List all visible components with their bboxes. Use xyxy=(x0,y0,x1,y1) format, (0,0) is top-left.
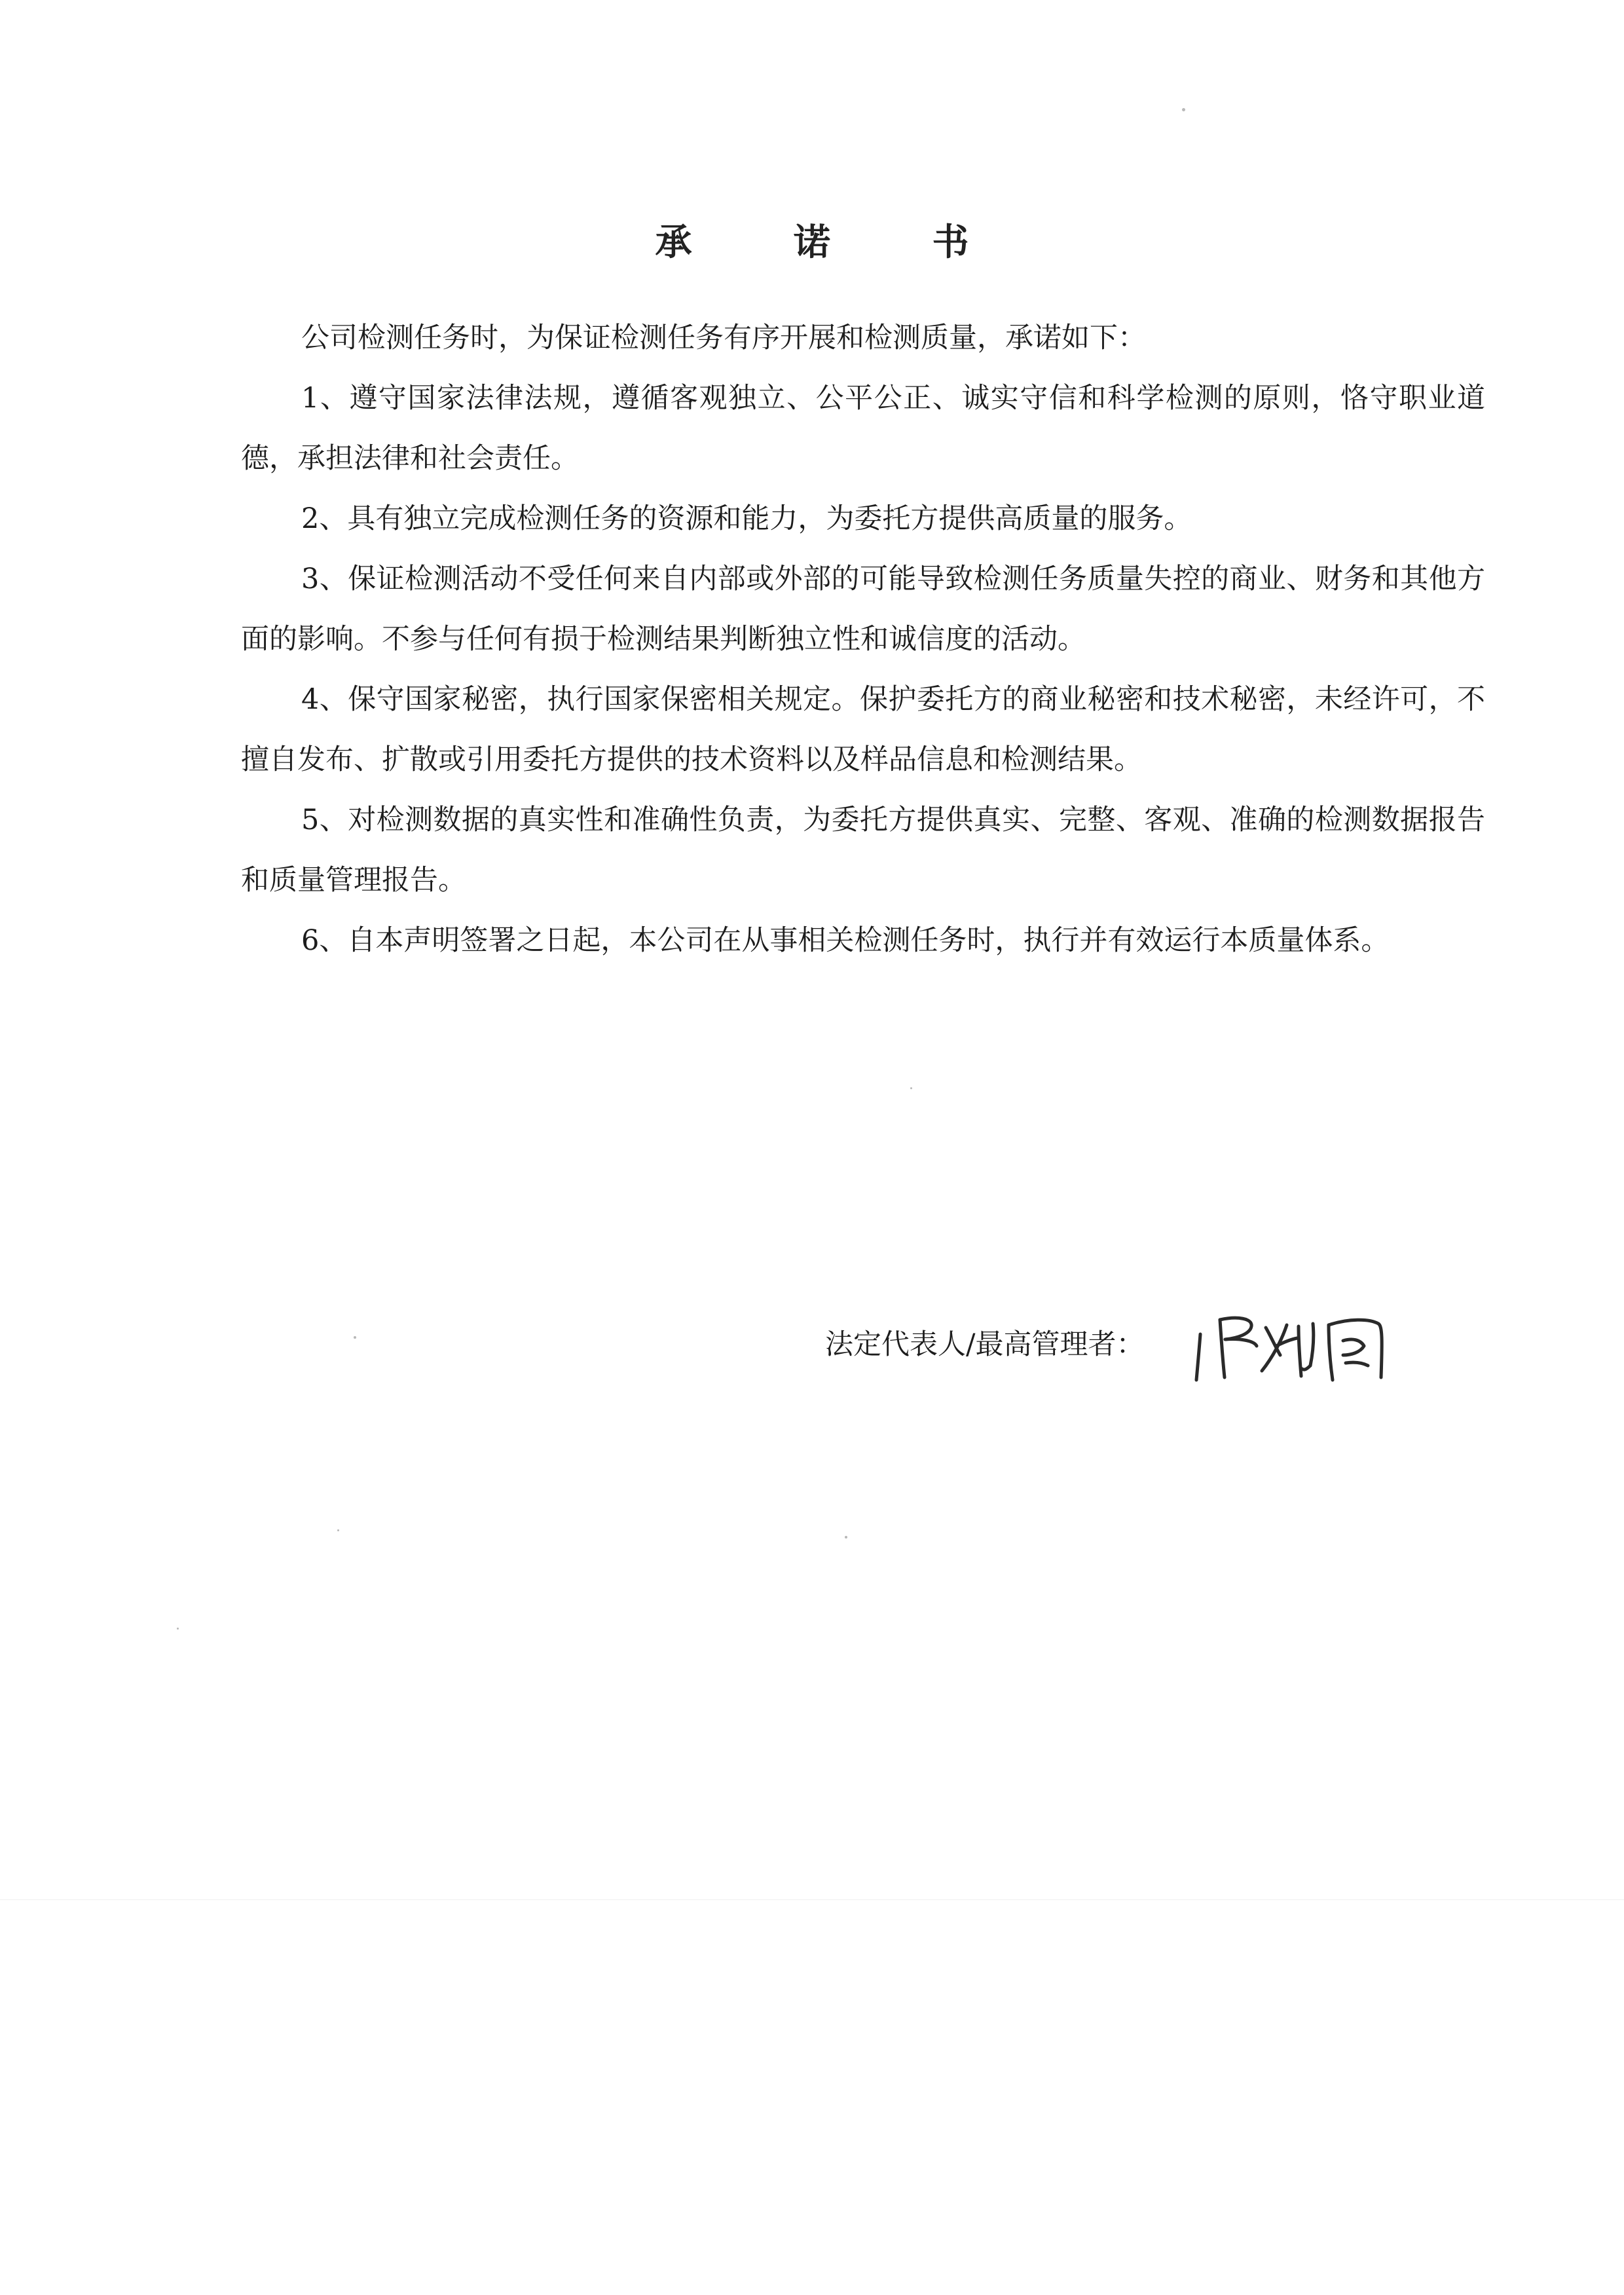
commitment-item-5: 5、对检测数据的真实性和准确性负责，为委托方提供真实、完整、客观、准确的检测数据报告和质量管理报告。 xyxy=(241,804,1485,897)
scan-speck xyxy=(845,1536,847,1539)
document-body xyxy=(241,308,1485,971)
commitment-item-2: 2、具有独立完成检测任务的资源和能力，为委托方提供高质量的服务。 xyxy=(301,502,1192,535)
signature-label: 法定代表人/最高管理者： xyxy=(825,1328,1145,1361)
signature-block xyxy=(825,1300,1414,1392)
scan-speck xyxy=(1182,108,1185,111)
scan-speck xyxy=(910,1087,912,1089)
commitment-item-1: 1、遵守国家法律法规，遵循客观独立、公平公正、诚实守信和科学检测的原则，恪守职业道德，承担法律和社会责任。 xyxy=(241,382,1485,475)
commitment-item-4: 4、保守国家秘密，执行国家保密相关规定。保护委托方的商业秘密和技术秘密，未经许可，不擅自发布、扩散或引用委托方提供的技术资料以及样品信息和检测结果。 xyxy=(241,683,1485,776)
commitment-item-3: 3、保证检测活动不受任何来自内部或外部的可能导致检测任务质量失控的商业、财务和其他方面的影响。不参与任何有损于检测结果判断独立性和诚信度的活动。 xyxy=(241,563,1485,656)
scan-speck xyxy=(354,1336,356,1339)
intro-paragraph: 公司检测任务时，为保证检测任务有序开展和检测质量，承诺如下： xyxy=(301,322,1146,354)
handwritten-signature-icon xyxy=(1189,1300,1398,1385)
scan-speck xyxy=(177,1628,179,1630)
commitment-item-6: 6、自本声明签署之日起，本公司在从事相关检测任务时，执行并有效运行本质量体系。 xyxy=(301,924,1390,957)
scan-artifact-line xyxy=(0,1899,1624,1900)
document-title: 承 诺 书 xyxy=(655,221,1014,264)
scan-speck xyxy=(337,1529,339,1531)
